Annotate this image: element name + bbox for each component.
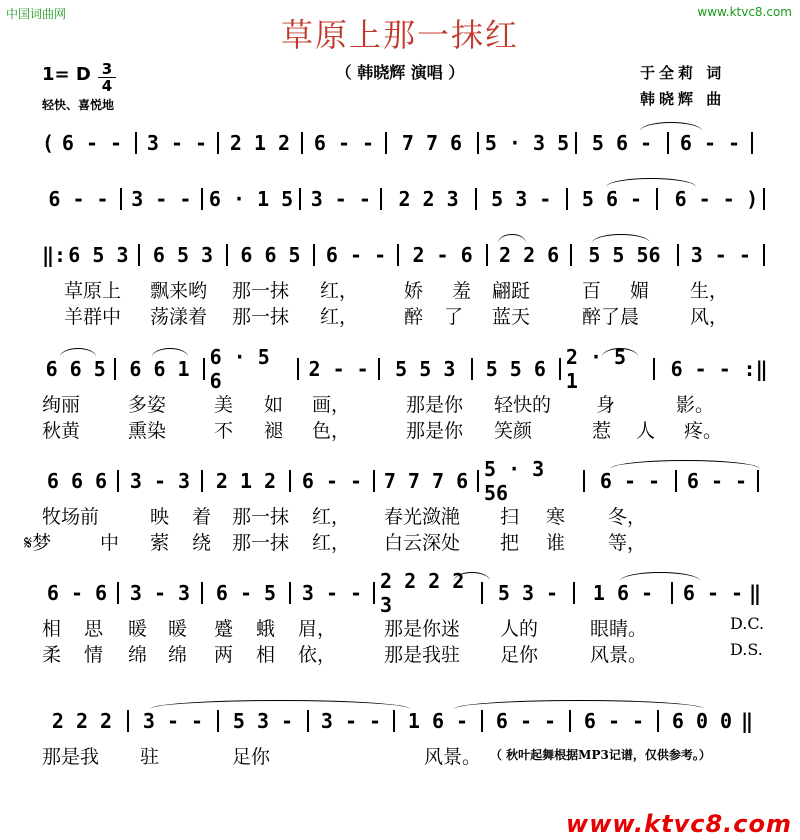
tie — [610, 460, 760, 469]
lyric: 柔 — [42, 644, 62, 666]
barline — [666, 580, 678, 606]
lyric-row-7 — [0, 742, 800, 766]
barline — [652, 708, 664, 734]
lyric: 熏染 — [128, 420, 167, 442]
barline — [561, 186, 573, 212]
transcription-note: （ 秋叶起舞根据MP3记谱，仅供参考。） — [490, 748, 711, 762]
da-capo-mark: D.C. — [730, 614, 765, 633]
lyric: 蓝天 — [492, 306, 531, 328]
measure: 3 - - — [146, 131, 208, 155]
measure: 5 · 3 5 — [484, 131, 570, 155]
measure: 5 6 - — [581, 187, 643, 211]
measure: 6 - - — [495, 709, 557, 733]
final-barline: ‖ — [740, 709, 754, 733]
measure: 5 3 - — [232, 709, 294, 733]
lyric: 影。 — [676, 394, 715, 416]
lyric: 色， — [312, 420, 351, 442]
barline — [294, 186, 306, 212]
barline — [296, 130, 308, 156]
measure: 6 · 1 5 — [208, 187, 294, 211]
lyric: 情 — [84, 644, 104, 666]
tie — [640, 122, 702, 131]
lyric: 身 — [596, 394, 616, 416]
lyric: 红， — [312, 506, 351, 528]
lyric: 风景。 — [590, 644, 648, 666]
lyric: 依， — [298, 644, 337, 666]
measure: 3 - - — [301, 581, 363, 605]
lyric: 荡漾着 — [150, 306, 208, 328]
notation-row-1 — [42, 130, 770, 156]
notation-row-5 — [42, 457, 770, 505]
measure: 3 - - — [320, 709, 382, 733]
lyric: 绚丽 — [42, 394, 81, 416]
measure: 3 - - — [131, 187, 192, 211]
measure: 2 2 6 — [498, 243, 560, 267]
measure: 5 6 - — [591, 131, 653, 155]
lyric: 醉了晨 — [582, 306, 640, 328]
lyric: 绵 — [168, 644, 188, 666]
lyric: 冬， — [608, 506, 647, 528]
barline — [212, 708, 224, 734]
lyric: 谁 — [546, 532, 566, 554]
barline — [752, 468, 764, 494]
lyric: 人的 — [500, 618, 539, 640]
lyric: 牧场前 — [42, 506, 100, 528]
song-title: 草原上那一抹红 — [280, 16, 519, 54]
measure: 2 1 2 — [229, 131, 291, 155]
lyric: 那一抹 — [232, 532, 290, 554]
lyric: 眼睛。 — [590, 618, 648, 640]
measure: 6 6 1 — [129, 357, 190, 381]
measure: 6 0 0 — [671, 709, 733, 733]
lyric: 相 — [256, 644, 276, 666]
lyric: 那一抹 — [232, 306, 290, 328]
time-signature-top: 3 — [101, 60, 113, 78]
barline — [284, 468, 296, 494]
measure: 6 - - — [583, 709, 645, 733]
lyric: 蛾 — [256, 618, 276, 640]
lyric: 了 — [444, 306, 464, 328]
barline — [196, 468, 208, 494]
barline — [662, 130, 674, 156]
barline — [568, 580, 580, 606]
barline — [570, 130, 582, 156]
lyric: 疼。 — [684, 420, 723, 442]
tie — [454, 700, 704, 709]
barline — [758, 186, 770, 212]
lyric: 着 — [192, 506, 212, 528]
lyric: 秋黄 — [42, 420, 81, 442]
measure: 6 - - — [599, 469, 661, 493]
barline — [476, 708, 488, 734]
barline — [472, 130, 484, 156]
lyric: 风， — [690, 306, 729, 328]
measure: 3 - - — [310, 187, 371, 211]
barline — [470, 186, 482, 212]
barline — [746, 130, 758, 156]
lyric: 娇 — [404, 280, 424, 302]
lyric: 那是你 — [406, 420, 464, 442]
barline — [133, 242, 145, 268]
lyric: 惹 — [592, 420, 612, 442]
measure: 5 3 - — [491, 187, 552, 211]
barline — [380, 130, 392, 156]
barline — [651, 186, 663, 212]
measure: 6 5 3 — [152, 243, 214, 267]
measure: 2 2 3 — [398, 187, 459, 211]
tie — [152, 348, 188, 357]
measure: 5 5 56 — [588, 243, 661, 267]
lyric: 褪 — [264, 420, 284, 442]
measure: 6 - 5 — [215, 581, 277, 605]
repeat-start: ‖: — [42, 243, 67, 267]
barline — [221, 242, 233, 268]
lyric: 那是我驻 — [384, 644, 461, 666]
barline — [758, 242, 770, 268]
tie — [620, 572, 700, 581]
measure: 6 - - — [48, 187, 109, 211]
lyric: 风景。 — [424, 746, 482, 768]
barline — [112, 468, 124, 494]
measure: 6 - 6 — [46, 581, 108, 605]
lyric: 把 — [500, 532, 520, 554]
measure: 6 - - — [61, 131, 123, 155]
lyric: 笑颜 — [494, 420, 533, 442]
notation-row-3 — [42, 242, 770, 268]
barline — [373, 356, 385, 382]
lyric: 绕 — [192, 532, 212, 554]
measure: 6 - - — [313, 131, 375, 155]
measure: 2 2 2 — [51, 709, 113, 733]
lyric: 那一抹 — [232, 280, 290, 302]
barline — [375, 186, 387, 212]
repeat-end: :‖ — [743, 357, 768, 381]
lyric: 红， — [320, 280, 359, 302]
paren-close: ) — [746, 187, 759, 211]
lyric: 等， — [608, 532, 647, 554]
lyric: 草原上 — [64, 280, 122, 302]
singer-credit: （ 韩晓辉 演唱 ） — [335, 63, 465, 82]
tempo-marking: 轻快、喜悦地 — [42, 98, 115, 112]
measure: 3 - 3 — [129, 469, 191, 493]
measure: 6 5 3 — [68, 243, 129, 267]
lyric: 白云深处 — [384, 532, 461, 554]
lyric: 暖 — [128, 618, 148, 640]
footer-watermark: www.ktvc8.com — [566, 810, 792, 838]
barline — [466, 356, 478, 382]
lyric: 映 — [150, 506, 170, 528]
barline — [308, 242, 320, 268]
measure: 6 - - — [679, 131, 741, 155]
measure: 1 6 - — [592, 581, 654, 605]
measure: 5 · 3 56 — [484, 457, 545, 505]
tie — [498, 234, 526, 243]
barline — [392, 242, 404, 268]
lyric: 𝄋梦 — [24, 532, 52, 554]
barline — [109, 356, 121, 382]
lyric: 多姿 — [128, 394, 167, 416]
lyric: 百 — [582, 280, 602, 302]
barline — [212, 130, 224, 156]
barline — [388, 708, 400, 734]
notation-row-7 — [42, 708, 770, 734]
lyric: 扫 — [500, 506, 520, 528]
tie — [60, 348, 96, 357]
barline — [481, 242, 493, 268]
dal-segno-mark: D.S. — [730, 640, 763, 659]
measure: 6 6 6 — [46, 469, 108, 493]
barline — [302, 708, 314, 734]
measure: 6 6 5 — [45, 357, 106, 381]
lyric: 春光潋滟 — [384, 506, 461, 528]
lyric: 人 — [636, 420, 656, 442]
lyric: 那一抹 — [232, 506, 290, 528]
lyric: 暖 — [168, 618, 188, 640]
measure: 3 - - — [142, 709, 204, 733]
measure: 6 - - — [325, 243, 387, 267]
barline — [578, 468, 590, 494]
measure: 6 - - — [670, 357, 731, 381]
barline — [292, 356, 304, 382]
barline — [672, 242, 684, 268]
time-signature — [98, 62, 116, 93]
lyric: 相 — [42, 618, 62, 640]
measure: 6 - - — [674, 187, 735, 211]
barline — [564, 708, 576, 734]
lyric: 那是你 — [406, 394, 464, 416]
measure: 6 - - — [682, 581, 744, 605]
measure: 5 5 6 — [485, 357, 546, 381]
measure: 1 6 - — [407, 709, 469, 733]
measure: 7 7 7 6 — [383, 469, 469, 493]
barline — [130, 130, 142, 156]
lyric: 翩跹 — [492, 280, 531, 302]
site-name-left[interactable]: 中国词曲网 — [6, 7, 67, 21]
notation-row-6 — [42, 569, 770, 617]
lyric: 红， — [312, 532, 351, 554]
tie — [606, 178, 696, 187]
measure: 2 - - — [308, 357, 369, 381]
lyric: 那是我 — [42, 746, 100, 768]
lyric: 红， — [320, 306, 359, 328]
lyric: 那是你迷 — [384, 618, 461, 640]
lyric: 媚 — [630, 280, 650, 302]
barline — [368, 580, 380, 606]
measure: 3 - 3 — [129, 581, 191, 605]
site-name-right[interactable]: www.ktvc8.com — [697, 5, 792, 19]
lyric: 生， — [690, 280, 729, 302]
measure: 5 3 - — [497, 581, 559, 605]
measure: 6 · 5 6 — [209, 345, 270, 393]
lyric: 思 — [84, 618, 104, 640]
measure: 3 - - — [690, 243, 751, 267]
lyric: 两 — [214, 644, 234, 666]
measure: 2 1 2 — [215, 469, 277, 493]
tie — [592, 234, 650, 243]
barline — [115, 186, 127, 212]
barline — [565, 242, 577, 268]
barline — [284, 580, 296, 606]
lyric: 绵 — [128, 644, 148, 666]
lyric: 寒 — [546, 506, 566, 528]
lyric: 萦 — [150, 532, 170, 554]
measure: 7 7 6 — [401, 131, 463, 155]
lyric: 轻快的 — [494, 394, 552, 416]
lyric: 眉， — [298, 618, 337, 640]
lyric: 蹙 — [214, 618, 234, 640]
barline — [196, 580, 208, 606]
barline — [472, 468, 484, 494]
barline — [198, 356, 210, 382]
measure: 2 - 6 — [412, 243, 473, 267]
time-signature-bottom: 4 — [101, 77, 113, 95]
lyric: 足你 — [232, 746, 271, 768]
measure: 6 6 5 — [240, 243, 301, 267]
tie — [150, 700, 410, 709]
measure: 2 · 5 1 — [565, 345, 627, 393]
measure: 6 - - — [686, 469, 748, 493]
barline — [122, 708, 134, 734]
lyric: 如 — [264, 394, 284, 416]
barline — [196, 186, 208, 212]
barline — [670, 468, 682, 494]
final-barline: ‖ — [748, 581, 762, 605]
lyric: 中 — [100, 532, 120, 554]
lyric: 羊群中 — [64, 306, 122, 328]
barline — [649, 356, 661, 382]
measure: 5 5 3 — [395, 357, 456, 381]
lyric: 羞 — [452, 280, 472, 302]
lyric: 驻 — [140, 746, 160, 768]
lyric: 画， — [312, 394, 351, 416]
notation-row-4 — [42, 345, 770, 393]
tie — [454, 572, 490, 581]
lyric: 飘来哟 — [150, 280, 208, 302]
notation-row-2 — [42, 186, 770, 212]
barline — [368, 468, 380, 494]
lyric: 醉 — [404, 306, 424, 328]
lyricist-credit: 于全莉 词 — [640, 64, 726, 82]
paren-open: ( — [42, 131, 55, 155]
barline — [476, 580, 488, 606]
composer-credit: 韩晓辉 曲 — [640, 90, 726, 108]
barline — [554, 356, 566, 382]
key-signature: 1= D — [42, 64, 91, 85]
barline — [112, 580, 124, 606]
measure: 6 - - — [301, 469, 363, 493]
lyric: 足你 — [500, 644, 539, 666]
measure: 2 2 2 2 3 — [380, 569, 465, 617]
lyric: 美 — [214, 394, 234, 416]
lyric: 不 — [214, 420, 234, 442]
